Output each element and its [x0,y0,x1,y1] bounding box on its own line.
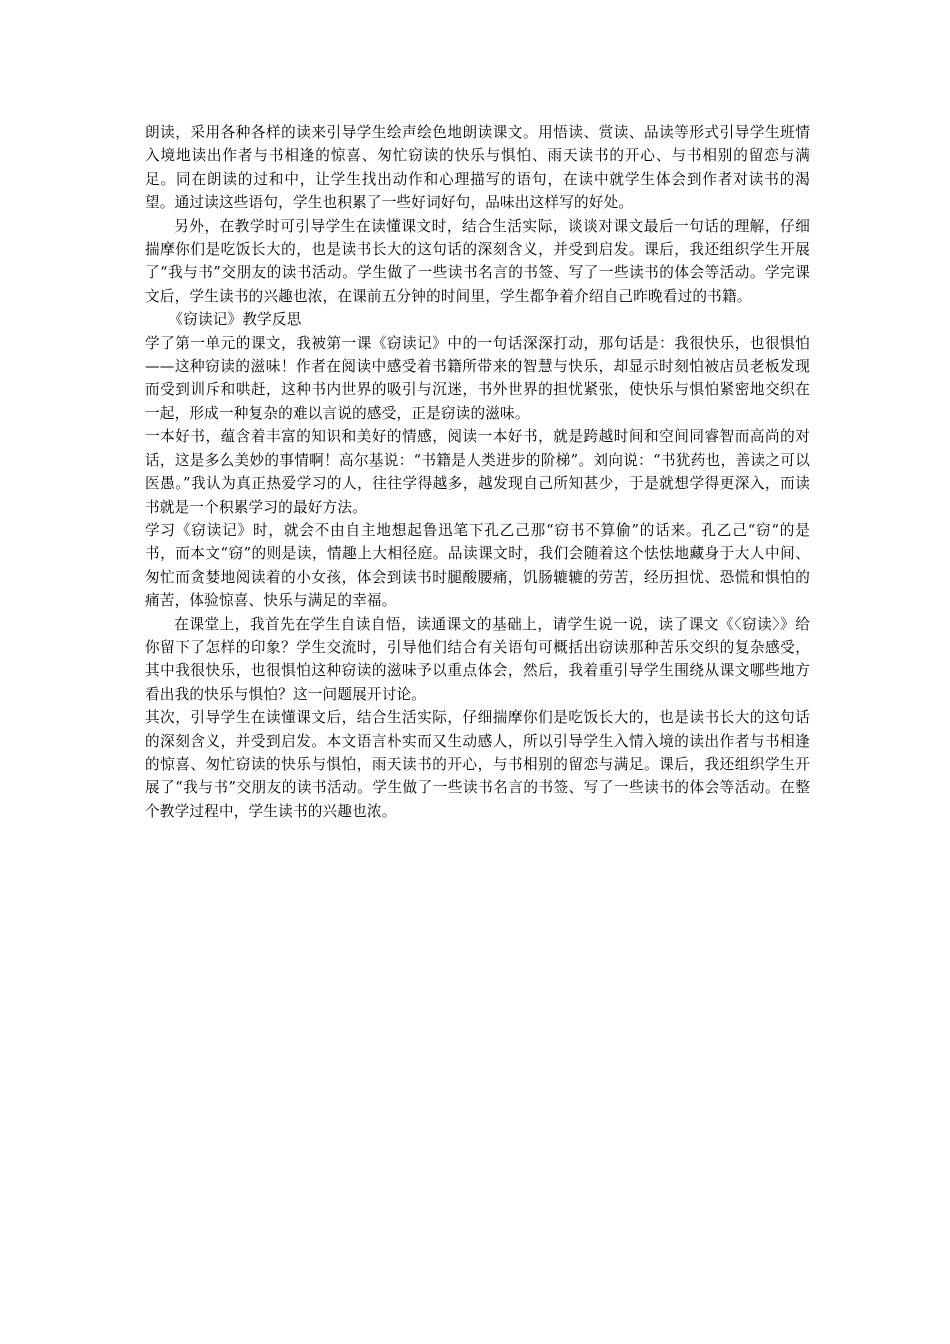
paragraph-kong-yiji: 学习《窃读记》时，就会不由自主地想起鲁迅笔下孔乙己那“窃书不算偷”的话来。孔乙己“窃“的是书，而本文“窃”的则是读，情趣上大相径庭。品读课文时，我们会随着这个怯怯地藏身于大人中间、匆忙而贪婪地阅读着的小女孩，体会到读书时腿酸腰痛，饥肠辘辘的劳苦，经历担忧、恐慌和惧怕的痛苦，体验惊喜、快乐与满足的幸福。 [145,521,810,610]
paragraph-additional-activities: 另外，在教学时可引导学生在读懂课文时，结合生活实际，谈谈对课文最后一句话的理解，仔细揣摩你们是吃饭长大的，也是读书长大的这句话的深刻含义，并受到启发。课后，我还组织学生开展了“我与书”交朋友的读书活动。学生做了一些读书名言的书签、写了一些读书的体会等活动。学完课文后，学生读书的兴趣也浓，在课前五分钟的时间里，学生都争着介绍自己昨晚看过的书籍。 [145,217,810,305]
paragraph-classroom: 在课堂上，我首先在学生自读自悟，读通课文的基础上，请学生说一说，读了课文《〈窃读〉》给你留下了怎样的印象？学生交流时，引导他们结合有关语句可概括出窃读那种苦乐交织的复杂感受，其中我很快乐，也很惧怕这种窃读的滋味予以重点体会，然后，我着重引导学生围绕从课文哪些地方看出我的快乐与惧怕？这一问题展开讨论。 [145,615,810,703]
paragraph-first-lesson: 学了第一单元的课文，我被第一课《窃读记》中的一句话深深打动，那句话是：我很快乐，也很惧怕——这种窃读的滋味！作者在阅读中感受着书籍所带来的智慧与快乐，却显示时刻怕被店员老板发现而受到训斥和哄赶，这种书内世界的吸引与沉迷，书外世界的担忧紧张，使快乐与惧怕紧密地交织在一起，形成一种复杂的难以言说的感受，正是窃读的滋味。 [145,334,810,422]
document-page [145,121,810,823]
paragraph-next-steps: 其次，引导学生在读懂课文后，结合生活实际，仔细揣摩你们是吃饭长大的，也是读书长大的这句话的深刻含义，并受到启发。本文语言朴实而又生动感人，所以引导学生入情入境的读出作者与书相逢的惊喜、匆忙窃读的快乐与惧怕，雨天读书的开心，与书相别的留恋与满足。课后，我还组织学生开展了“我与书”交朋友的读书活动。学生做了一些读书名言的书签、写了一些读书的体会等活动。在整个教学过程中，学生读书的兴趣也浓。 [145,709,810,820]
paragraph-intro-reading: 朗读，采用各种各样的读来引导学生绘声绘色地朗读课文。用悟读、赏读、品读等形式引导学生班情入境地读出作者与书相逢的惊喜、匆忙窃读的快乐与惧怕、雨天读书的开心、与书相别的留恋与满足。同在朗读的过和中，让学生找出动作和心理描写的语句，在读中就学生体会到作者对读书的渴望。通过读这些语句，学生也积累了一些好词好句，品味出这样写的好处。 [145,124,810,212]
section-heading: 《窃读记》教学反思 [168,311,302,329]
paragraph-good-book: 一本好书，蕴含着丰富的知识和美好的情感，阅读一本好书，就是跨越时间和空间同睿智而高尚的对话，这是多么美妙的事情啊！高尔基说：“书籍是人类进步的阶梯”。刘向说：“书犹药也，善读之可以医愚。”我认为真正热爱学习的人，往往学得越多，越发现自己所知甚少，于是就想学得更深入，而读书就是一个积累学习的最好方法。 [145,428,810,516]
